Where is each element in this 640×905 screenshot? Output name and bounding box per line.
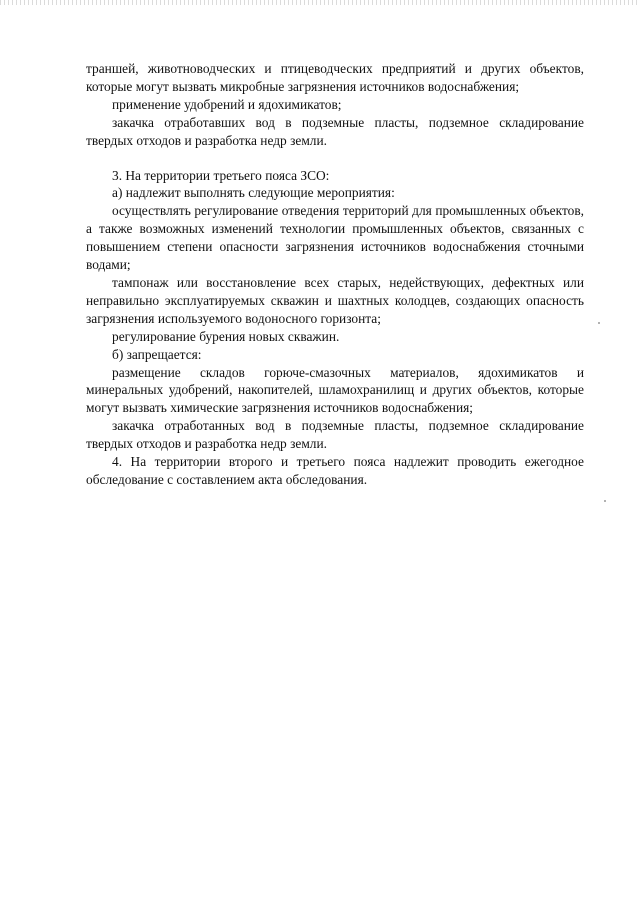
paragraph-waste-injection: закачка отработавших вод в подземные пласты, подземное складирование твердых отходов и разработка недр земли.	[86, 114, 584, 148]
scan-edge-noise	[0, 0, 640, 5]
paragraph-drilling-regulation: регулирование бурения новых скважин.	[112, 328, 340, 344]
paragraph-regulate-territory: осуществлять регулирование отведения территорий для промышленных объектов, а также возможных изменений технологии промышленных объектов, связанных с повышением степени опасности загрязнения источников водоснабжения сточными водами;	[86, 203, 584, 273]
scan-speck	[598, 322, 600, 324]
scan-speck	[604, 500, 606, 502]
paragraph-waste-injection-prohibited: закачка отработанных вод в подземные пласты, подземное складирование твердых отходов и разработка недр земли.	[86, 418, 584, 452]
section-3-heading: 3. На территории третьего пояса ЗСО:	[112, 167, 330, 183]
subsection-a-heading: а) надлежит выполнять следующие мероприятия:	[112, 185, 395, 201]
paragraph-storage-prohibited: размещение складов горюче-смазочных материалов, ядохимикатов и минеральных удобрений, накопителей, шламохранилищ и других объектов, которые могут вызвать химические загрязнения источников водоснабжения;	[86, 364, 584, 416]
subsection-b-heading: б) запрещается:	[112, 346, 202, 362]
paragraph-objects-microbial: траншей, животноводческих и птицеводческих предприятий и других объектов, которые могут вызвать микробные загрязнения источников водоснабжения;	[86, 61, 584, 94]
document-body	[86, 60, 584, 489]
paragraph-gap	[86, 150, 584, 167]
section-4-inspection: 4. На территории второго и третьего пояса надлежит проводить ежегодное обследование с составлением акта обследования.	[86, 454, 584, 487]
paragraph-fertilizers: применение удобрений и ядохимикатов;	[112, 96, 342, 112]
paragraph-plugging-wells: тампонаж или восстановление всех старых, недействующих, дефектных или неправильно эксплуатируемых скважин и шахтных колодцев, создающих опасность загрязнения используемого водоносного горизонта;	[86, 274, 584, 326]
